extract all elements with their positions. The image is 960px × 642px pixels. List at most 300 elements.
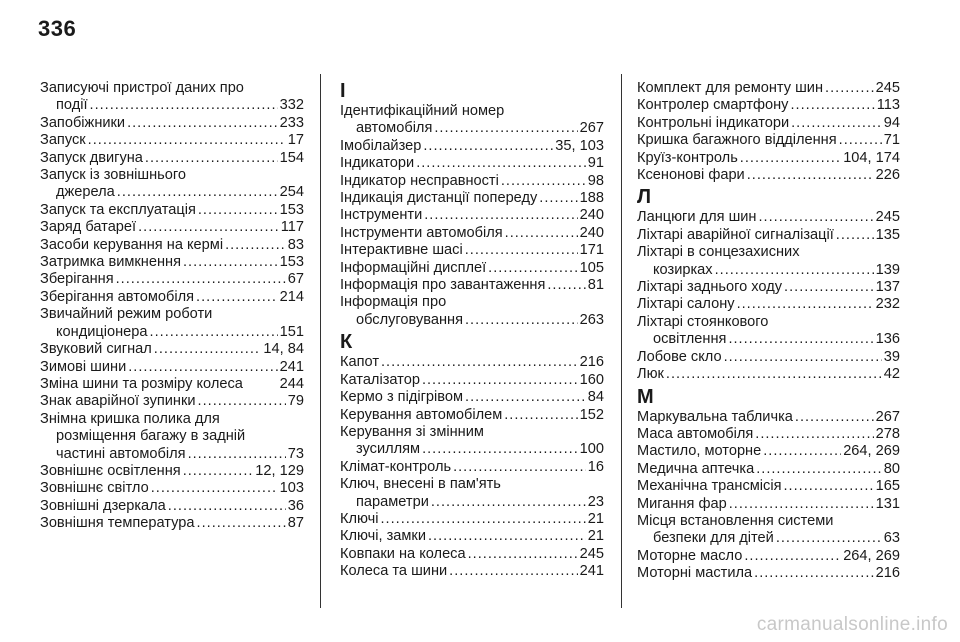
index-entry-row: [637, 530, 900, 547]
index-term: Ліхтарі салону: [637, 296, 735, 313]
index-page-ref[interactable]: 16: [587, 458, 604, 475]
index-entry-row: [340, 277, 604, 294]
dot-leader: [539, 190, 577, 207]
dot-leader: [434, 120, 577, 137]
dot-leader: [728, 331, 873, 348]
index-page-ref[interactable]: 104, 174: [843, 149, 900, 166]
index-term: Знак аварійної зупинки: [40, 393, 196, 410]
dot-leader: [449, 563, 577, 580]
dot-leader: [759, 209, 874, 226]
index-entry: [40, 115, 304, 132]
index-entry: [637, 366, 900, 383]
index-entry: [637, 279, 900, 296]
index-entry-text: Запуск із зовнішнього: [40, 167, 186, 184]
index-page-ref[interactable]: 42: [883, 366, 900, 383]
index-page-ref[interactable]: 240: [579, 224, 604, 241]
index-page-ref[interactable]: 151: [279, 323, 304, 340]
index-page-ref[interactable]: 21: [587, 510, 604, 527]
index-entry-row: [340, 528, 604, 545]
dot-leader: [453, 459, 586, 476]
index-page-ref[interactable]: 35, 103: [555, 137, 604, 154]
index-term: Інструменти: [340, 207, 423, 224]
index-entry: [340, 476, 604, 511]
index-page-ref[interactable]: 244: [279, 375, 304, 392]
index-entry: [340, 173, 604, 190]
index-entry-row: [637, 366, 900, 383]
index-entry-row: [637, 478, 900, 495]
index-entry: [340, 260, 604, 277]
index-entry-row: [40, 254, 304, 271]
index-entry: [40, 237, 304, 254]
index-entry-text: Ліхтарі стоянкового: [637, 313, 769, 330]
index-term: кондиціонера: [56, 323, 148, 340]
index-entry: [637, 150, 900, 167]
index-entry-text: Керування зі змінним: [340, 423, 484, 440]
dot-leader: [422, 372, 578, 389]
index-entry: [40, 463, 304, 480]
index-entry: [637, 409, 900, 426]
index-page-ref[interactable]: 113: [876, 97, 900, 114]
index-term: зусиллям: [356, 441, 421, 458]
dot-leader: [465, 389, 586, 406]
index-page-ref[interactable]: 233: [279, 114, 304, 131]
index-entry-row: [340, 260, 604, 277]
index-page-ref[interactable]: 241: [279, 358, 304, 375]
index-page-ref[interactable]: 241: [579, 563, 604, 580]
dot-leader: [744, 548, 841, 565]
dot-leader: [784, 279, 874, 296]
index-column-3: [637, 80, 900, 608]
index-page-ref[interactable]: 94: [883, 114, 900, 131]
index-entry: [637, 565, 900, 582]
index-term: Заряд батареї: [40, 219, 137, 236]
index-entry-row: [637, 80, 900, 97]
index-term: Кришка багажного відділення: [637, 132, 837, 149]
index-term: Зовнішня температура: [40, 515, 195, 532]
index-entry-text: Інформація про: [340, 294, 447, 311]
dot-leader: [145, 150, 278, 167]
dot-leader: [117, 184, 278, 201]
index-entry-text: Знімна кришка полика для: [40, 410, 220, 427]
index-term: Ключі, замки: [340, 528, 426, 545]
index-term: частині автомобіля: [56, 445, 186, 462]
index-page-ref[interactable]: 80: [883, 460, 900, 477]
index-term: Маса автомобіля: [637, 425, 754, 442]
index-page-ref[interactable]: 103: [279, 480, 304, 497]
index-term: параметри: [356, 493, 429, 510]
index-page-ref[interactable]: 14, 84: [263, 341, 304, 358]
index-entry-row: [637, 548, 900, 565]
index-entry: [340, 103, 604, 138]
index-page-ref[interactable]: 264, 269: [843, 443, 900, 460]
dot-leader: [183, 463, 254, 480]
index-entry-row: [340, 207, 604, 224]
dot-leader: [424, 207, 577, 224]
index-entry: [637, 209, 900, 226]
index-entry: [40, 289, 304, 306]
index-term: події: [56, 97, 88, 114]
index-entry: [340, 242, 604, 259]
index-term: Моторне масло: [637, 547, 743, 564]
index-entry: [40, 271, 304, 288]
index-entry: [40, 150, 304, 167]
index-entry-row: [40, 463, 304, 480]
index-entry-row: [637, 296, 900, 313]
index-entry-row: [340, 441, 604, 458]
index-term: Комплект для ремонту шин: [637, 80, 824, 96]
index-entry-row: [637, 565, 900, 582]
index-entry: [40, 202, 304, 219]
index-entry-row: [637, 150, 900, 167]
dot-leader: [715, 262, 874, 279]
index-entry-row: [637, 409, 900, 426]
dot-leader: [198, 202, 278, 219]
index-term: Клімат-контроль: [340, 458, 452, 475]
index-entry-row: [637, 262, 900, 279]
index-entry-row: [40, 115, 304, 132]
dot-leader: [468, 546, 578, 563]
index-term: Індикатор несправності: [340, 172, 499, 189]
dot-leader: [422, 441, 578, 458]
index-term: Запуск та експлуатація: [40, 201, 196, 218]
dot-leader: [839, 132, 882, 149]
index-page-ref[interactable]: 254: [279, 184, 304, 201]
index-term: Ланцюги для шин: [637, 209, 757, 226]
index-entry: [340, 407, 604, 424]
index-page-ref[interactable]: 136: [875, 331, 900, 348]
dot-leader: [724, 349, 882, 366]
index-entry: [637, 513, 900, 548]
index-entry: [340, 389, 604, 406]
dot-leader: [756, 461, 882, 478]
index-term: Затримка вимкнення: [40, 254, 181, 271]
index-term: козирках: [653, 261, 713, 278]
index-term: Ксенонові фари: [637, 167, 745, 184]
index-term: Звуковий сигнал: [40, 341, 152, 358]
index-entry-row: [340, 372, 604, 389]
index-entry-row: [340, 155, 604, 172]
index-entry-text: розміщення багажу в задній: [56, 428, 246, 445]
index-page-ref[interactable]: 214: [279, 288, 304, 305]
dot-leader: [795, 409, 874, 426]
index-entry-row: [637, 227, 900, 244]
index-entry: [637, 443, 900, 460]
dot-leader: [116, 271, 286, 288]
dot-leader: [776, 530, 882, 547]
index-entry-row: [637, 209, 900, 226]
dot-leader: [138, 219, 279, 236]
index-entry: [340, 563, 604, 580]
index-page-ref[interactable]: 137: [875, 279, 900, 296]
dot-leader: [836, 227, 874, 244]
dot-leader: [183, 254, 278, 271]
index-entry-row: [40, 150, 304, 167]
index-entry: [637, 115, 900, 132]
index-entry-row: [637, 443, 900, 460]
index-entry-text: Записуючі пристрої даних про: [40, 80, 244, 96]
index-entry-text: Ключ, внесені в пам'ять: [340, 476, 501, 493]
index-entry-text: Ліхтарі в сонцезахисних: [637, 244, 800, 261]
index-entry: [340, 225, 604, 242]
index-page-ref[interactable]: 245: [875, 209, 900, 226]
index-page-ref[interactable]: 39: [883, 348, 900, 365]
index-page-ref[interactable]: 240: [579, 207, 604, 224]
dot-leader: [504, 407, 577, 424]
index-entry-row: [340, 312, 604, 329]
dot-leader: [488, 260, 577, 277]
dot-leader: [790, 97, 874, 114]
index-entry: [637, 296, 900, 313]
index-term: Люк: [637, 366, 664, 383]
index-entry-row: [40, 393, 304, 410]
index-page-ref[interactable]: 267: [579, 120, 604, 137]
dot-leader: [784, 478, 874, 495]
dot-leader: [740, 150, 841, 167]
index-letter-heading: Л: [637, 186, 652, 209]
index-entry: [40, 498, 304, 515]
index-page-ref[interactable]: 87: [287, 515, 304, 532]
index-entry-row: [40, 97, 304, 114]
index-entry: [340, 528, 604, 545]
index-entry-row: [340, 407, 604, 424]
index-page-ref[interactable]: 216: [579, 354, 604, 371]
dot-leader: [666, 366, 882, 383]
index-entry-row: [40, 324, 304, 341]
index-term: Інтерактивне шасі: [340, 242, 463, 259]
dot-leader: [88, 132, 286, 149]
index-page-ref[interactable]: 153: [279, 254, 304, 271]
index-entry: [40, 254, 304, 271]
index-page-ref[interactable]: 91: [587, 155, 604, 172]
index-entry-row: [340, 459, 604, 476]
index-term: Кермо з підігрівом: [340, 389, 464, 406]
index-entry: [637, 132, 900, 149]
dot-leader: [168, 498, 286, 515]
dot-leader: [127, 115, 278, 132]
index-page-ref[interactable]: 67: [287, 271, 304, 288]
index-term: Механічна трансмісія: [637, 478, 782, 495]
index-term: освітлення: [653, 331, 727, 348]
index-term: Каталізатор: [340, 371, 420, 388]
index-page-ref[interactable]: 154: [279, 149, 304, 166]
index-entry-row: [340, 138, 604, 155]
index-term: Контролер смартфону: [637, 97, 789, 114]
index-entry-row: [637, 115, 900, 132]
index-entry: [340, 546, 604, 563]
index-term: Маркувальна табличка: [637, 408, 793, 425]
index-entry: [340, 277, 604, 294]
dot-leader: [763, 443, 841, 460]
index-term: Зовнішнє світло: [40, 480, 149, 497]
index-entry: [40, 219, 304, 236]
index-page-ref[interactable]: 131: [875, 495, 900, 512]
index-term: Мастило, моторне: [637, 443, 762, 460]
index-term: Імобілайзер: [340, 137, 422, 154]
index-entry-row: [40, 132, 304, 149]
index-page-ref[interactable]: 165: [875, 478, 900, 495]
dot-leader: [151, 480, 278, 497]
index-entry-row: [340, 354, 604, 371]
index-term: Керування автомобілем: [340, 406, 503, 423]
index-page-ref[interactable]: 83: [287, 236, 304, 253]
index-term: Мигання фар: [637, 495, 727, 512]
index-term: Зберігання: [40, 271, 114, 288]
dot-leader: [128, 359, 277, 376]
dot-leader: [465, 312, 578, 329]
index-page-ref[interactable]: 152: [579, 406, 604, 423]
index-entry: [637, 314, 900, 349]
dot-leader: [381, 511, 586, 528]
index-page-ref[interactable]: 332: [279, 97, 304, 114]
index-entry-row: [637, 331, 900, 348]
index-entry: [340, 190, 604, 207]
index-term: автомобіля: [356, 120, 433, 137]
index-entry-row: [40, 498, 304, 515]
index-term: Інформаційні дисплеї: [340, 259, 487, 276]
dot-leader: [505, 225, 578, 242]
index-page-ref[interactable]: 160: [579, 371, 604, 388]
index-entry-row: [40, 446, 304, 463]
dot-leader: [416, 155, 586, 172]
index-page-ref[interactable]: 73: [287, 445, 304, 462]
dot-leader: [465, 242, 578, 259]
index-entry: [637, 244, 900, 279]
index-term: Капот: [340, 354, 379, 371]
dot-leader: [154, 341, 262, 358]
index-page-ref[interactable]: 264, 269: [843, 547, 900, 564]
index-entry-row: [340, 120, 604, 137]
index-term: Ключі: [340, 510, 379, 527]
index-page-ref[interactable]: 188: [579, 190, 604, 207]
index-entry-row: [40, 359, 304, 376]
index-term: Контрольні індикатори: [637, 114, 790, 131]
index-page-ref[interactable]: 117: [280, 219, 304, 236]
index-entry: [340, 459, 604, 476]
index-page-ref[interactable]: 171: [579, 242, 604, 259]
index-term: обслуговування: [356, 311, 463, 328]
index-entry-row: [637, 132, 900, 149]
index-entry-text: Місця встановлення системи: [637, 512, 834, 529]
index-term: Зовнішні дзеркала: [40, 497, 166, 514]
index-page-ref[interactable]: 100: [579, 441, 604, 458]
dot-leader: [547, 277, 585, 294]
index-page-ref[interactable]: 71: [883, 132, 900, 149]
index-entry: [637, 548, 900, 565]
index-entry: [637, 478, 900, 495]
index-entry: [40, 515, 304, 532]
index-entry-row: [40, 376, 304, 393]
index-page-ref[interactable]: 21: [587, 528, 604, 545]
index-entry: [637, 80, 900, 97]
index-term: Зимові шини: [40, 358, 127, 375]
index-page-ref[interactable]: 98: [587, 172, 604, 189]
index-entry: [340, 511, 604, 528]
index-entry-row: [637, 167, 900, 184]
index-page-ref[interactable]: 232: [875, 296, 900, 313]
index-page-ref[interactable]: 36: [287, 497, 304, 514]
index-entry: [40, 411, 304, 463]
index-page-ref[interactable]: 245: [875, 80, 900, 96]
index-page-ref[interactable]: 17: [287, 132, 304, 149]
index-entry-row: [40, 341, 304, 358]
index-term: Засоби керування на кермі: [40, 236, 224, 253]
dot-leader: [225, 237, 286, 254]
dot-leader: [825, 80, 874, 97]
index-page-ref[interactable]: 81: [587, 277, 604, 294]
index-column-2: [340, 80, 604, 608]
dot-leader: [423, 138, 553, 155]
index-term: Ковпаки на колеса: [340, 545, 466, 562]
index-page-ref[interactable]: 84: [587, 389, 604, 406]
index-entry: [637, 349, 900, 366]
index-term: Інструменти автомобіля: [340, 224, 503, 241]
index-page-ref[interactable]: 153: [279, 201, 304, 218]
index-letter-heading: І: [340, 80, 346, 102]
index-page-ref[interactable]: 79: [287, 393, 304, 410]
index-entry: [637, 426, 900, 443]
column-divider: [320, 74, 321, 608]
index-page-ref[interactable]: 139: [875, 261, 900, 278]
index-entry: [340, 207, 604, 224]
index-term: Круїз-контроль: [637, 149, 738, 166]
index-entry-row: [637, 461, 900, 478]
index-entry-row: [340, 563, 604, 580]
index-term: Медична аптечка: [637, 460, 755, 477]
index-page-ref[interactable]: 267: [875, 408, 900, 425]
index-entry-text: Звичайний режим роботи: [40, 306, 213, 323]
index-term: Запуск: [40, 132, 86, 149]
index-page-ref[interactable]: 105: [579, 259, 604, 276]
index-entry: [40, 167, 304, 202]
index-entry: [40, 306, 304, 341]
index-letter-heading: М: [637, 385, 654, 408]
index-page-ref[interactable]: 245: [579, 545, 604, 562]
dot-leader: [737, 296, 874, 313]
index-entry-row: [40, 202, 304, 219]
index-entry-row: [40, 271, 304, 288]
index-term: Колеса та шини: [340, 563, 448, 580]
index-page-ref[interactable]: 23: [587, 493, 604, 510]
index-page-ref[interactable]: 216: [875, 565, 900, 582]
dot-leader: [755, 426, 873, 443]
index-entry-row: [637, 349, 900, 366]
index-term: джерела: [56, 184, 115, 201]
index-term: Лобове скло: [637, 348, 722, 365]
index-term: Моторні мастила: [637, 565, 753, 582]
index-entry: [637, 227, 900, 244]
index-term: Запобіжники: [40, 114, 126, 131]
index-entry: [40, 359, 304, 376]
index-page-ref[interactable]: 135: [875, 226, 900, 243]
index-letter-heading: К: [340, 331, 353, 354]
watermark: carmanualsonline.info: [756, 614, 948, 635]
index-entry: [40, 376, 304, 393]
index-page-ref[interactable]: 263: [579, 311, 604, 328]
index-entry-text: Ідентифікаційний номер: [340, 103, 505, 119]
index-entry: [637, 496, 900, 513]
dot-leader: [747, 167, 874, 184]
index-entry-row: [40, 219, 304, 236]
index-page-ref[interactable]: 226: [875, 167, 900, 184]
column-divider: [621, 74, 622, 608]
index-page-ref[interactable]: 278: [875, 425, 900, 442]
index-page-ref[interactable]: 63: [883, 530, 900, 547]
index-entry: [40, 132, 304, 149]
index-term: Зовнішнє освітлення: [40, 462, 181, 479]
index-entry: [40, 80, 304, 115]
index-term: Інформація про завантаження: [340, 277, 546, 294]
index-page-ref[interactable]: 12, 129: [255, 462, 304, 479]
